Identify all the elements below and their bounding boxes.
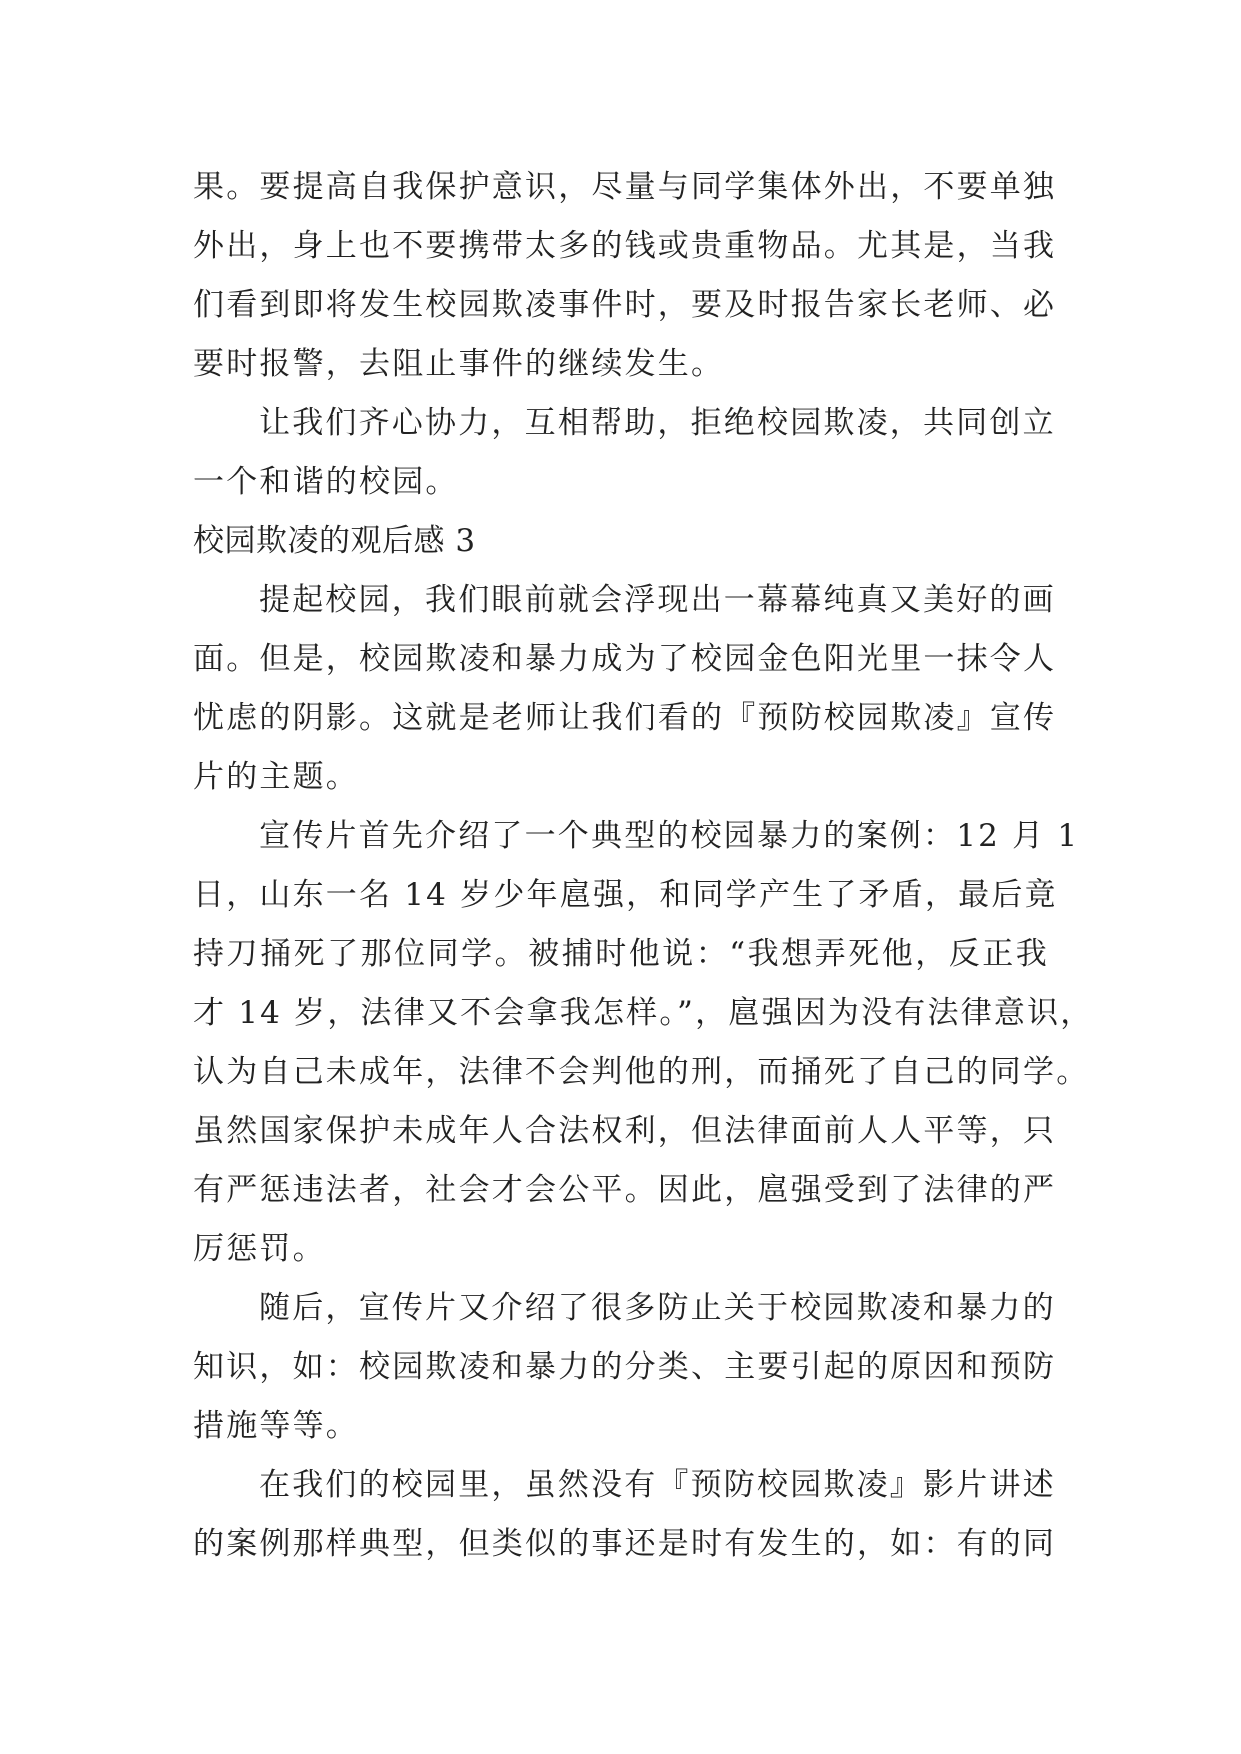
- text-line: 厉惩罚。: [193, 1231, 326, 1267]
- text-line: 们看到即将发生校园欺凌事件时，要及时报告家长老师、必: [193, 287, 1057, 323]
- text-line: 外出，身上也不要携带太多的钱或贵重物品。尤其是，当我: [193, 228, 1057, 264]
- text-line: 日，山东一名 14 岁少年扈强，和同学产生了矛盾，最后竟: [193, 877, 1058, 913]
- text-line: 在我们的校园里，虽然没有『预防校园欺凌』影片讲述: [259, 1467, 1056, 1503]
- paragraph: [193, 158, 1057, 394]
- section-title: 校园欺凌的观后感 3: [193, 523, 476, 559]
- text-line: 才 14 岁，法律又不会拿我怎样。”，扈强因为没有法律意识，: [193, 995, 1094, 1031]
- document-body: [193, 158, 1094, 1574]
- text-line: 的案例那样典型，但类似的事还是时有发生的，如：有的同: [193, 1526, 1057, 1562]
- text-line: 片的主题。: [193, 759, 359, 795]
- text-line: 措施等等。: [193, 1408, 359, 1444]
- text-line: 有严惩违法者，社会才会公平。因此，扈强受到了法律的严: [193, 1172, 1057, 1208]
- text-line: 认为自己未成年，法律不会判他的刑，而捅死了自己的同学。: [193, 1054, 1090, 1090]
- text-line: 宣传片首先介绍了一个典型的校园暴力的案例：12 月 1: [259, 818, 1080, 854]
- text-line: 让我们齐心协力，互相帮助，拒绝校园欺凌，共同创立: [259, 405, 1056, 441]
- text-line: 虽然国家保护未成年人合法权利，但法律面前人人平等，只: [193, 1113, 1057, 1149]
- text-line: 果。要提高自我保护意识，尽量与同学集体外出，不要单独: [193, 169, 1057, 205]
- text-line: 提起校园，我们眼前就会浮现出一幕幕纯真又美好的画: [259, 582, 1056, 618]
- paragraph: [193, 1456, 1057, 1574]
- text-line: 要时报警，去阻止事件的继续发生。: [193, 346, 725, 382]
- paragraph: [193, 571, 1057, 807]
- paragraph: [193, 1279, 1057, 1456]
- text-line: 面。但是，校园欺凌和暴力成为了校园金色阳光里一抹令人: [193, 641, 1057, 677]
- paragraph: [193, 807, 1094, 1279]
- paragraph: [193, 394, 1056, 512]
- text-line: 知识，如：校园欺凌和暴力的分类、主要引起的原因和预防: [193, 1349, 1057, 1385]
- text-line: 一个和谐的校园。: [193, 464, 459, 500]
- text-line: 随后，宣传片又介绍了很多防止关于校园欺凌和暴力的: [259, 1290, 1056, 1326]
- text-line: 忧虑的阴影。这就是老师让我们看的『预防校园欺凌』宣传: [193, 700, 1057, 736]
- text-line: 持刀捅死了那位同学。被捕时他说：“我想弄死他，反正我: [193, 936, 1049, 972]
